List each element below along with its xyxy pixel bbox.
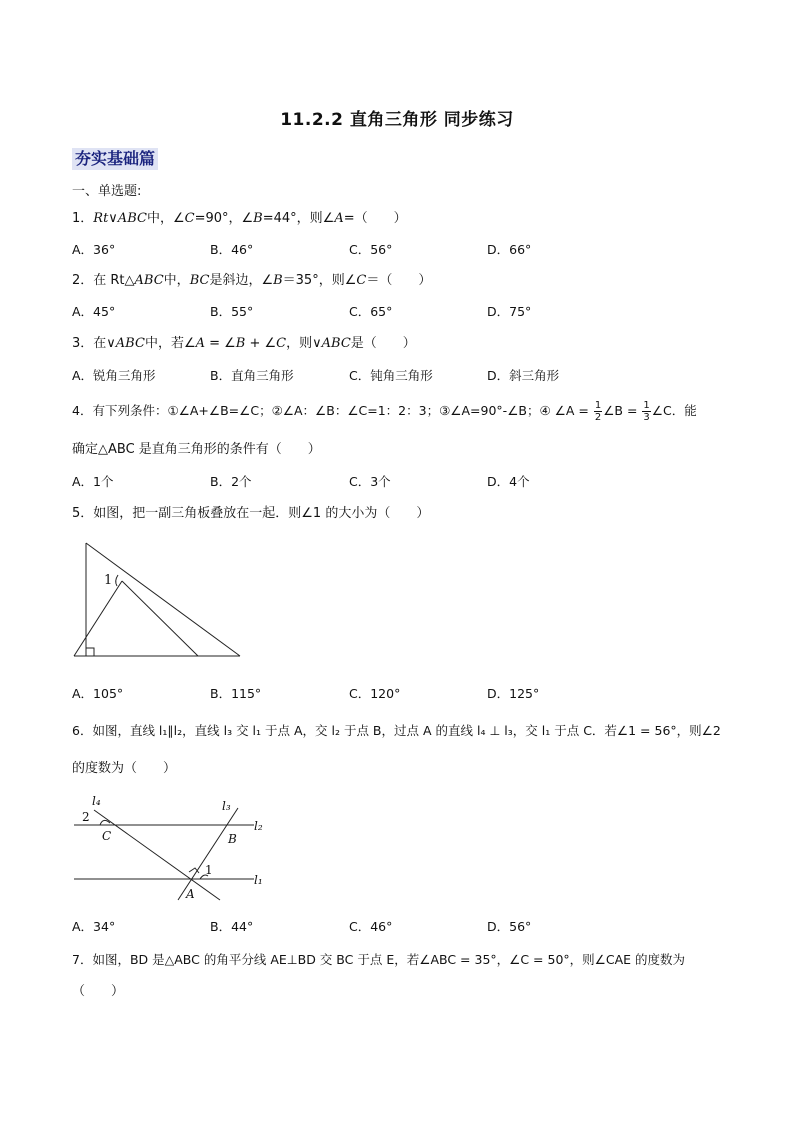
q3-option-c[interactable]: C．钝角三角形 [349,368,433,383]
q6-option-b[interactable]: B．44° [210,919,254,934]
q6-parallel-lines-figure [70,788,270,903]
q4-fraction-2-den: 3 [643,412,650,423]
q6-label-b: B [228,832,237,846]
q3-text-c: = ∠ [204,336,236,351]
part-heading: 一、单选题: [72,184,142,199]
q6-angle-2-arc [100,820,110,825]
question-3-stem [72,335,416,353]
q3-math-d: C [276,336,287,351]
page-title: 11.2.2 直角三角形 同步练习 [280,110,514,130]
q6-label-l4: l₄ [92,794,101,808]
q1-option-c[interactable]: C．56° [349,242,393,257]
q5-hypotenuse-2 [74,581,122,656]
q4-fraction-2-num: 1 [643,400,650,411]
question-6-stem-line2: 的度数为（ ） [72,761,177,776]
q5-hypotenuse-1 [86,543,240,656]
q2-option-d[interactable]: D．75° [487,304,532,319]
question-7-stem-line2: （ ） [72,984,125,999]
q3-text-e: ，则∨ [286,336,322,351]
q2-option-c[interactable]: C．65° [349,304,393,319]
question-4-stem-line1 [72,400,697,423]
q4-fraction-2 [642,400,650,423]
q4-option-b[interactable]: B．2个 [210,474,252,489]
question-5-stem: 5．如图，把一副三角板叠放在一起．则∠1 的大小为（ ） [72,506,430,521]
q1-text-b: 中，∠ [146,211,185,226]
q6-option-a[interactable]: A．34° [72,919,116,934]
q5-angle-arc [116,575,118,586]
q4-fraction-1-den: 2 [594,412,602,423]
q5-right-angle-mark [86,648,94,656]
q6-label-c: C [102,829,112,843]
q5-option-b[interactable]: B．115° [210,686,262,701]
q2-option-a[interactable]: A．45° [72,304,116,319]
q1-text-a: 1． [72,211,94,226]
q2-text-e: ＝（ ） [366,273,432,288]
q4-text-a: 4．有下列条件：①∠A+∠B=∠C；②∠A：∠B：∠C=1：2：3；③∠A=90°-∠B；④ ∠A = [72,403,593,418]
q3-math-e: ABC [321,336,351,351]
q4-option-c[interactable]: C．3个 [349,474,391,489]
q4-text-c: ∠C．能 [651,403,697,418]
q6-label-l1: l₁ [254,873,263,887]
q3-option-b[interactable]: B．直角三角形 [210,368,294,383]
q2-text-a: 2．在 Rt△ [72,273,135,288]
q4-text-b: ∠B = [603,403,642,418]
q3-text-d: + ∠ [245,336,277,351]
q1-math-a: Rt∨ABC [93,211,147,226]
q2-math-c: B [273,273,283,288]
q1-text-e: =（ ） [343,211,407,226]
q3-option-a[interactable]: A．锐角三角形 [72,368,156,383]
q1-text-c: =90°，∠ [194,211,254,226]
q6-line-l4 [94,810,220,900]
q2-text-d: ＝35°，则∠ [282,273,357,288]
q6-label-angle-2: 2 [82,810,90,824]
q4-fraction-1 [594,400,602,423]
q2-math-d: C [356,273,367,288]
question-2-stem [72,272,431,290]
q5-inner-edge [122,581,198,656]
q1-math-d: A [334,211,344,226]
q1-option-a[interactable]: A．36° [72,242,116,257]
q1-math-c: B [253,211,263,226]
q5-option-c[interactable]: C．120° [349,686,401,701]
q3-text-a: 3．在∨ [72,336,116,351]
q5-angle-label-1: 1 [104,573,113,588]
question-4-stem-line2: 确定△ABC 是直角三角形的条件有（ ） [72,442,321,457]
q4-fraction-1-num: 1 [594,400,602,411]
q3-option-d[interactable]: D．斜三角形 [487,368,560,383]
q3-math-b: A [195,336,205,351]
q3-text-b: 中，若∠ [144,336,196,351]
q6-label-angle-1: 1 [205,863,213,877]
q6-label-l3: l₃ [222,799,231,813]
q2-text-c: 是斜边，∠ [209,273,274,288]
q1-option-d[interactable]: D．66° [487,242,532,257]
q4-option-a[interactable]: A．1个 [72,474,114,489]
q5-option-d[interactable]: D．125° [487,686,540,701]
q2-math-a: ABC [134,273,164,288]
q2-text-b: 中， [163,273,190,288]
q6-label-l2: l₂ [254,819,263,833]
question-7-stem-line1: 7．如图，BD 是△ABC 的角平分线 AE⊥BD 交 BC 于点 E，若∠ABC = 35°，∠C = 50°，则∠CAE 的度数为 [72,952,686,967]
q3-math-a: ABC [115,336,145,351]
q2-option-b[interactable]: B．55° [210,304,254,319]
q1-option-b[interactable]: B．46° [210,242,254,257]
q3-text-f: 是（ ） [350,336,416,351]
question-1-stem [72,210,407,228]
q6-label-a: A [186,887,195,901]
q6-option-c[interactable]: C．46° [349,919,393,934]
q5-option-a[interactable]: A．105° [72,686,124,701]
question-6-stem-line1: 6．如图，直线 l₁∥l₂，直线 l₃ 交 l₁ 于点 A，交 l₂ 于点 B，过点 A 的直线 l₄ ⊥ l₃，交 l₁ 于点 C．若∠1 = 56°，则∠2 [72,723,721,738]
q5-triangle-figure [70,538,245,663]
q6-right-angle-mark [189,868,199,873]
q6-option-d[interactable]: D．56° [487,919,532,934]
q1-math-b: C [184,211,195,226]
section-heading: 夯实基础篇 [72,148,158,170]
q3-math-c: B [235,336,246,351]
q2-math-b: BC [189,273,210,288]
q1-text-d: =44°，则∠ [262,211,335,226]
q4-option-d[interactable]: D．4个 [487,474,530,489]
